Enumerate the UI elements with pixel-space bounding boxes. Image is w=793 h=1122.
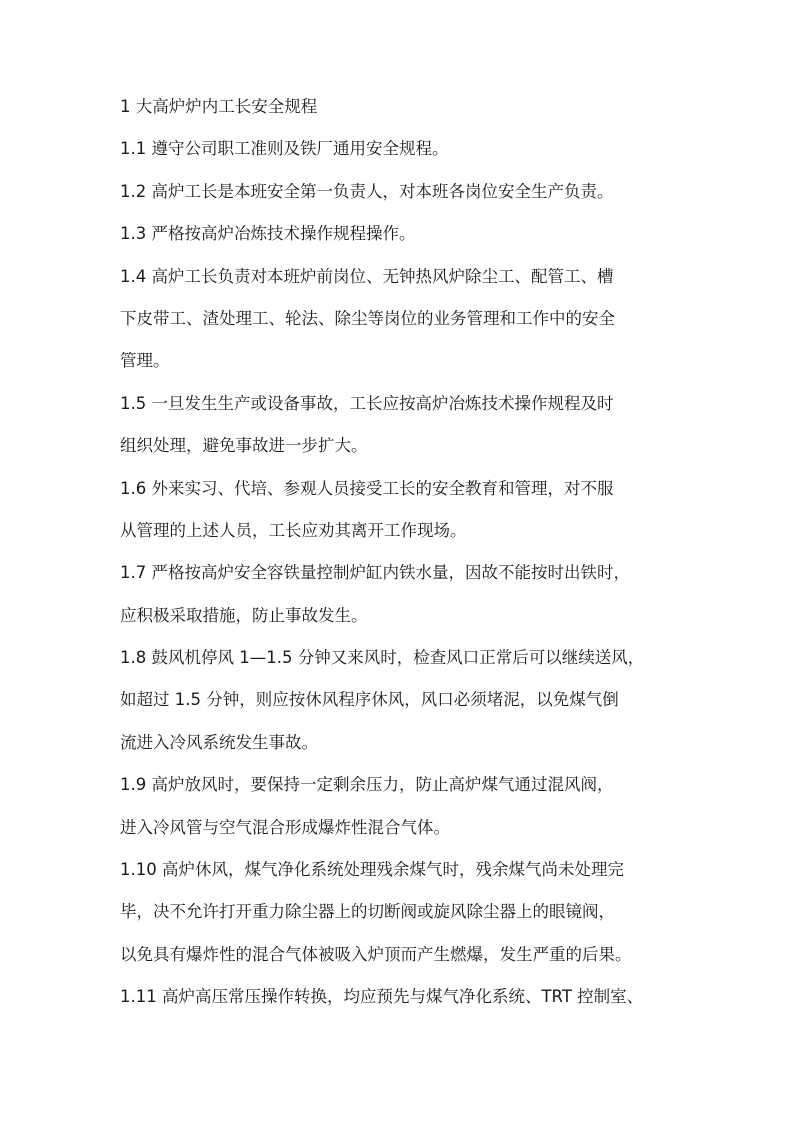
text-line: 组织处理，避免事故进一步扩大。: [120, 436, 368, 456]
text-line: 1.9 高炉放风时，要保持一定剩余压力，防止高炉煤气通过混风阀，: [120, 775, 614, 795]
document-heading: 1 大高炉炉内工长安全规程: [120, 97, 318, 116]
text-line: 下皮带工、渣处理工、轮法、除尘等岗位的业务管理和工作中的安全: [120, 308, 615, 328]
text-line: 进入冷风管与空气混合形成爆炸性混合气体。: [120, 817, 450, 837]
text-line: 如超过 1.5 分钟，则应按休风程序休风，风口必须堵泥，以免煤气倒: [120, 690, 619, 710]
text-line: 应积极采取措施，防止事故发生。: [120, 605, 368, 625]
text-line: 管理。: [120, 351, 170, 371]
text-line: 毕，决不允许打开重力除尘器上的切断阀或旋风除尘器上的眼镜阀，: [120, 902, 615, 922]
text-line: 1.7 严格按高炉安全容铁量控制炉缸内铁水量，因故不能按时出铁时，: [120, 563, 630, 583]
text-line: 以免具有爆炸性的混合气体被吸入炉顶而产生燃爆，发生严重的后果。: [120, 944, 632, 964]
text-line: 1.1 遵守公司职工准则及铁厂通用安全规程。: [120, 139, 449, 159]
text-line: 1.2 高炉工长是本班安全第一负责人，对本班各岗位安全生产负责。: [120, 181, 614, 201]
text-line: 流进入冷风系统发生事故。: [120, 732, 318, 752]
text-line: 1.4 高炉工长负责对本班炉前岗位、无钟热风炉除尘工、配管工、槽: [120, 266, 614, 286]
document-body: [120, 97, 680, 1030]
text-line: 从管理的上述人员，工长应劝其离开工作现场。: [120, 520, 467, 540]
text-line: 1.8 鼓风机停风 1—1.5 分钟又来风时，检查风口正常后可以继续送风，: [120, 648, 645, 668]
text-line: 1.10 高炉休风，煤气净化系统处理残余煤气时，残余煤气尚未处理完: [120, 860, 624, 880]
text-line: 1.5 一旦发生生产或设备事故，工长应按高炉冶炼技术操作规程及时: [120, 393, 614, 413]
text-line: 1.11 高炉高压常压操作转换，均应预先与煤气净化系统、TRT 控制室、: [120, 987, 644, 1007]
text-line: 1.6 外来实习、代培、参观人员接受工长的安全教育和管理，对不服: [120, 478, 614, 498]
text-line: 1.3 严格按高炉冶炼技术操作规程操作。: [120, 224, 416, 244]
